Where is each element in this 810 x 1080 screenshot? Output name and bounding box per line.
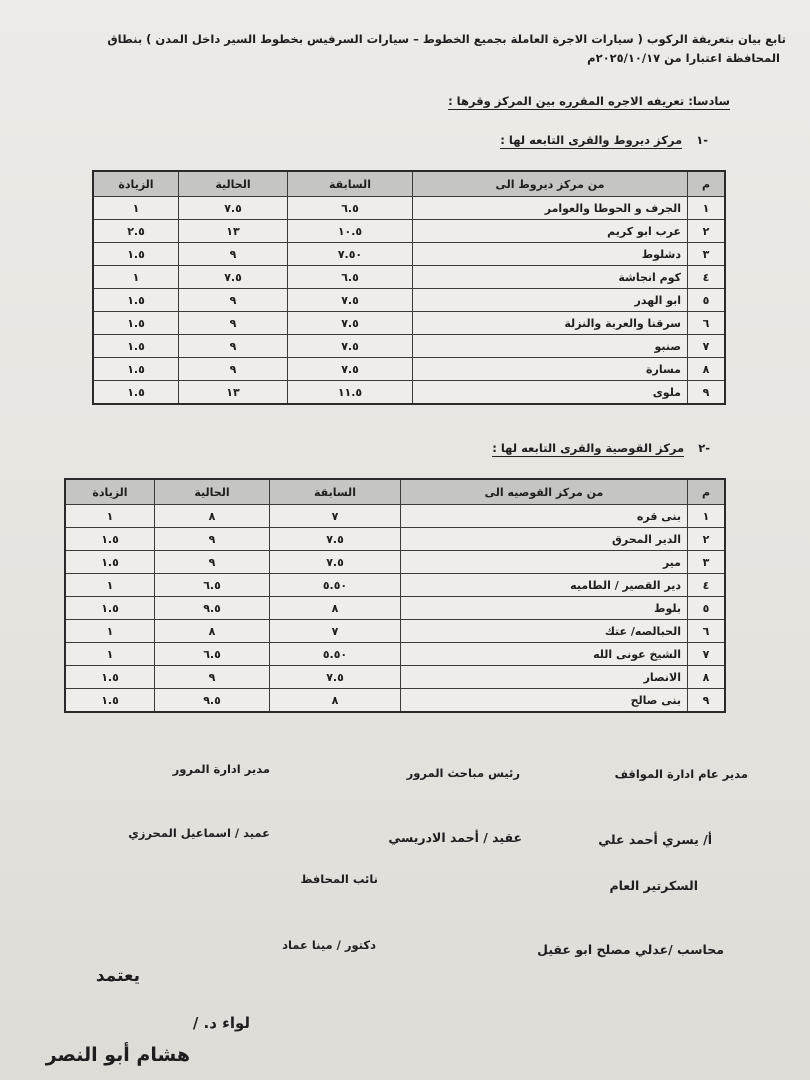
cell-previous: ١٠.٥ [288,220,413,243]
cell-increase: ١.٥ [65,597,155,620]
table-row [93,358,725,381]
cell-destination: ملوى [413,381,688,405]
cell-increase: ١ [65,620,155,643]
approval-label: يعتمد [95,966,140,986]
cell-destination: الحبالصه/ عتك [401,620,688,643]
cell-increase: ١.٥ [93,243,179,266]
cell-current: ٩ [179,312,288,335]
cell-m: ١ [688,197,726,220]
cell-increase: ١.٥ [93,312,179,335]
col-header-destination: من مركز القوصيه الى [401,479,688,505]
section-1-title [500,133,708,147]
col-header-m: م [688,479,726,505]
cell-increase: ١ [65,505,155,528]
cell-increase: ١.٥ [93,335,179,358]
cell-increase: ١ [93,197,179,220]
table-row [65,620,725,643]
cell-previous: ٧.٥ [270,666,401,689]
cell-m: ٨ [688,358,726,381]
table-row [65,505,725,528]
signature-title-parking-director: مدير عام ادارة المواقف [614,767,748,781]
col-header-m: م [688,171,726,197]
cell-previous: ٧.٥ [288,289,413,312]
cell-current: ٨ [155,505,270,528]
table-row [93,312,725,335]
table-row [93,220,725,243]
col-header-current: الحالية [179,171,288,197]
cell-destination: عرب ابو كريم [413,220,688,243]
cell-increase: ١ [65,574,155,597]
table-header-row [65,479,725,505]
cell-destination: الشيخ عونى الله [401,643,688,666]
col-header-increase: الزيادة [93,171,179,197]
cell-current: ١٣ [179,220,288,243]
signature-name-adly: محاسب /عدلي مصلح ابو عقيل [537,942,724,957]
cell-destination: مير [401,551,688,574]
document-header [16,30,786,68]
signature-title-deputy-governor: نائب المحافظ [300,872,378,886]
cell-destination: ابو الهدر [413,289,688,312]
col-header-increase: الزيادة [65,479,155,505]
cell-previous: ٨ [270,597,401,620]
cell-previous: ٧.٥ [288,335,413,358]
cell-increase: ١.٥ [65,528,155,551]
section-2-title [492,441,710,455]
table-row [65,574,725,597]
table-header-row [93,171,725,197]
cell-current: ٩ [179,289,288,312]
table-row [65,666,725,689]
cell-destination: سرقنا والعربة والنزلة [413,312,688,335]
cell-destination: بلوط [401,597,688,620]
section-2-heading: مركز القوصية والقرى التابعه لها : [492,441,685,455]
table-row [93,289,725,312]
cell-destination: دير القصير / الطاميه [401,574,688,597]
cell-increase: ١.٥ [65,689,155,713]
cell-previous: ١١.٥ [288,381,413,405]
section-1-heading: مركز ديروط والقرى التابعه لها : [500,133,683,147]
cell-increase: ١.٥ [93,289,179,312]
cell-destination: بنى قره [401,505,688,528]
cell-m: ٥ [688,597,726,620]
table-row [65,643,725,666]
fare-table-qusiya [64,478,726,713]
table-row [93,335,725,358]
table-row [93,381,725,405]
cell-m: ٦ [688,312,726,335]
cell-current: ٧.٥ [179,197,288,220]
cell-previous: ٧.٥ [288,358,413,381]
cell-previous: ٥.٥٠ [270,643,401,666]
cell-current: ٩ [155,528,270,551]
cell-m: ٧ [688,643,726,666]
table-row [65,597,725,620]
cell-m: ١ [688,505,726,528]
signature-title-traffic-investigations: رئيس مباحث المرور [406,766,520,780]
cell-m: ٤ [688,574,726,597]
cell-previous: ٦.٥ [288,266,413,289]
signature-name-idrisi: عقيد / أحمد الادريسي [388,830,522,845]
cell-increase: ١.٥ [93,358,179,381]
cell-current: ٩ [179,243,288,266]
cell-destination: دشلوط [413,243,688,266]
col-header-previous: السابقة [288,171,413,197]
cell-increase: ١.٥ [93,381,179,405]
table-row [93,266,725,289]
cell-increase: ٢.٥ [93,220,179,243]
signature-title-traffic-director: مدير ادارة المرور [172,762,270,776]
cell-previous: ٧ [270,505,401,528]
cell-destination: مسارة [413,358,688,381]
fare-table-dairut [92,170,726,405]
cell-current: ٩.٥ [155,597,270,620]
header-line-2: المحافظة اعتبارا من ٢٠٢٥/١٠/١٧م [587,51,780,65]
cell-m: ٢ [688,220,726,243]
signature-name-mina: دكتور / مينا عماد [282,938,376,952]
cell-destination: الجرف و الحوطا والعوامر [413,197,688,220]
cell-m: ٩ [688,689,726,713]
cell-previous: ٥.٥٠ [270,574,401,597]
cell-current: ٨ [155,620,270,643]
cell-m: ٣ [688,243,726,266]
signature-name-yousry: أ/ يسري أحمد علي [598,832,712,847]
cell-previous: ٨ [270,689,401,713]
table-row [65,551,725,574]
approval-rank: لواء د. / [192,1014,250,1032]
cell-m: ٦ [688,620,726,643]
approval-name: هشام أبو النصر [45,1044,190,1066]
cell-previous: ٦.٥ [288,197,413,220]
cell-current: ٩ [179,358,288,381]
cell-m: ٢ [688,528,726,551]
cell-destination: بنى صالح [401,689,688,713]
cell-current: ٩ [155,666,270,689]
cell-m: ٤ [688,266,726,289]
section-label: سادسا: تعريفه الاجره المقرره بين المركز وقرها : [448,94,730,108]
col-header-previous: السابقة [270,479,401,505]
cell-m: ٣ [688,551,726,574]
table-row [93,243,725,266]
cell-destination: كوم انجاشة [413,266,688,289]
col-header-destination: من مركز ديروط الى [413,171,688,197]
cell-m: ٥ [688,289,726,312]
header-line-1: تابع بيان بتعريفة الركوب ( سيارات الاجرة العاملة بجميع الخطوط – سيارات السرفيس بخطوط السير داخل المدن ) بنطاق [107,32,786,46]
cell-destination: الانصار [401,666,688,689]
cell-m: ٧ [688,335,726,358]
cell-current: ٦.٥ [155,574,270,597]
cell-previous: ٧.٥٠ [288,243,413,266]
cell-previous: ٧.٥ [288,312,413,335]
cell-m: ٨ [688,666,726,689]
table-row [65,689,725,713]
signature-title-secretary-general: السكرتير العام [609,878,698,893]
table-row [93,197,725,220]
cell-increase: ١ [93,266,179,289]
section-2-number: -٢ [698,441,710,455]
cell-increase: ١.٥ [65,551,155,574]
table-row [65,528,725,551]
cell-m: ٩ [688,381,726,405]
cell-increase: ١.٥ [65,666,155,689]
section-1-number: -١ [696,133,708,147]
cell-current: ٩ [155,551,270,574]
signature-name-mahrazi: عميد / اسماعيل المحرزي [128,826,270,840]
cell-current: ٩ [179,335,288,358]
cell-destination: الدير المحرق [401,528,688,551]
col-header-current: الحالية [155,479,270,505]
cell-current: ٧.٥ [179,266,288,289]
cell-current: ٦.٥ [155,643,270,666]
cell-previous: ٧.٥ [270,551,401,574]
cell-current: ١٣ [179,381,288,405]
cell-previous: ٧ [270,620,401,643]
cell-previous: ٧.٥ [270,528,401,551]
cell-increase: ١ [65,643,155,666]
cell-destination: صنبو [413,335,688,358]
cell-current: ٩.٥ [155,689,270,713]
